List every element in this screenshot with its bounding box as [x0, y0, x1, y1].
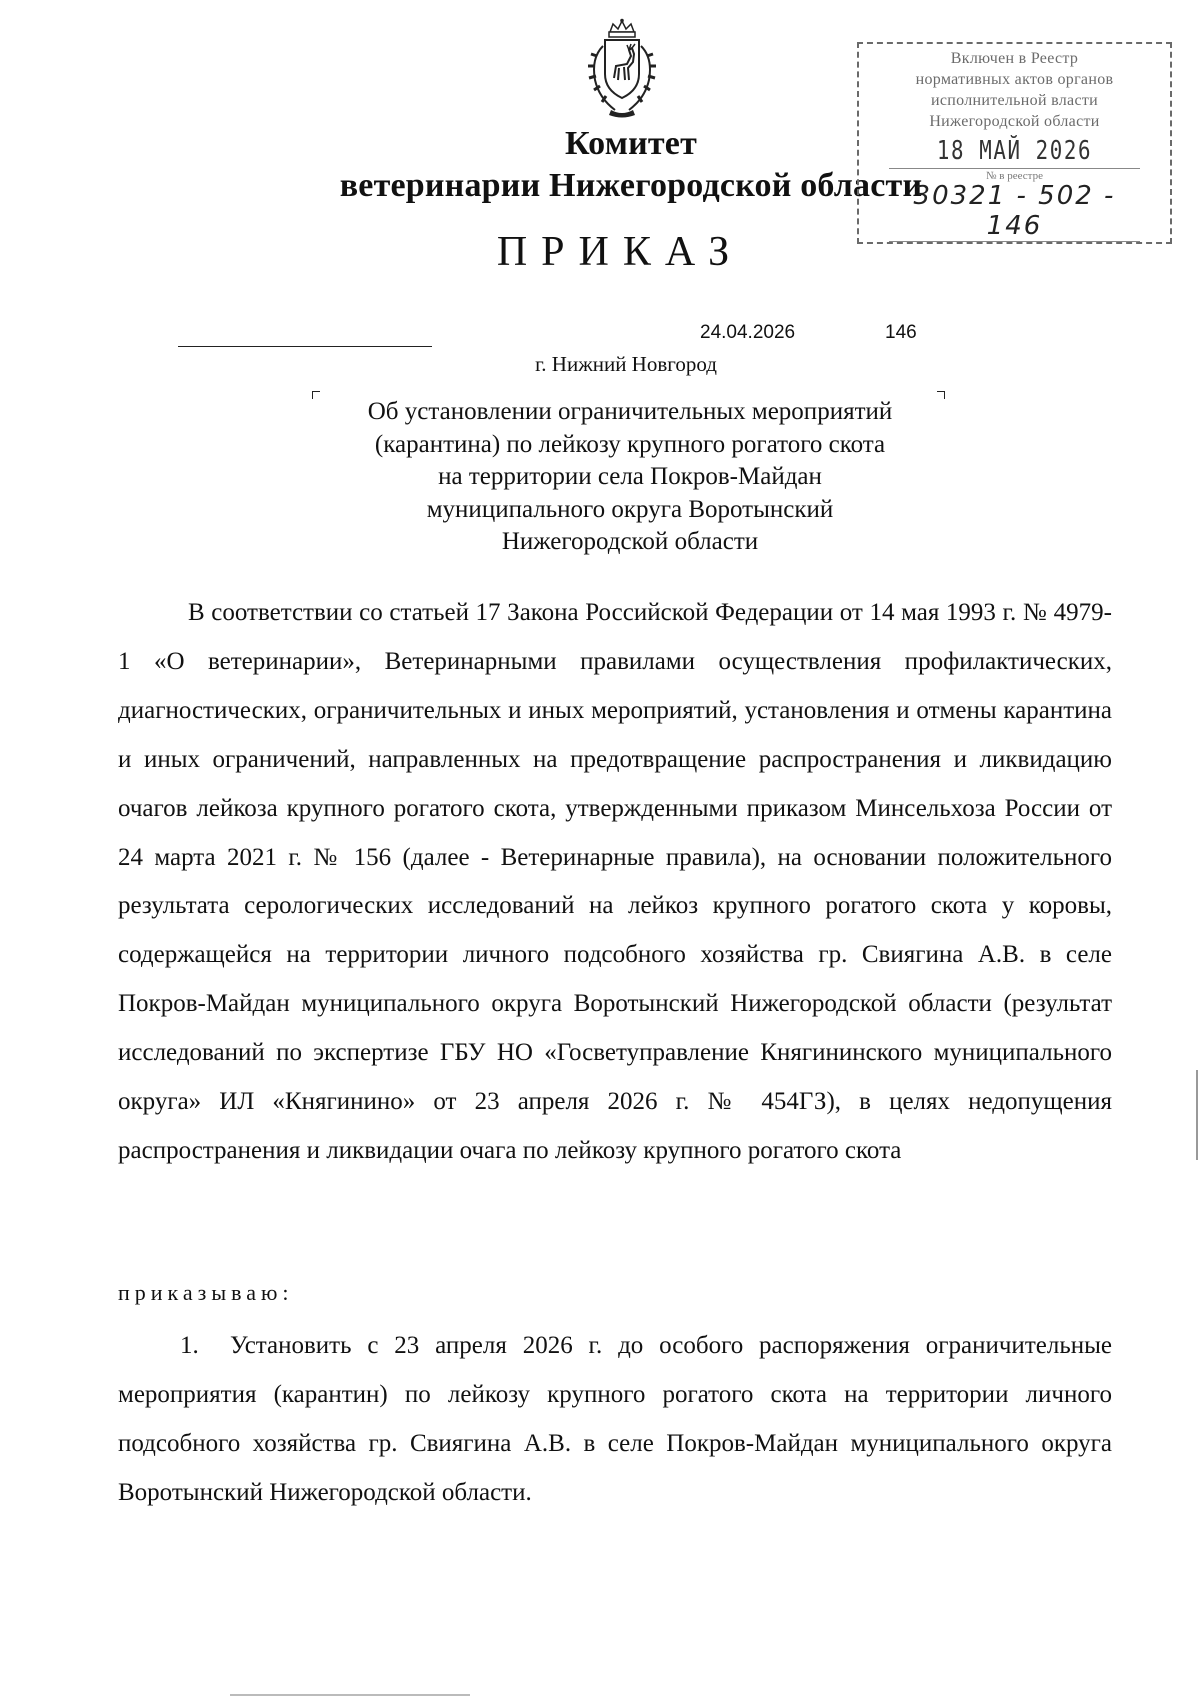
stamp-text-line3: исполнительной власти — [930, 92, 1098, 109]
document-date: 24.04.2026 — [700, 322, 796, 343]
subject-line: Нижегородской области — [501, 528, 759, 555]
coat-of-arms-icon — [583, 18, 661, 120]
stamp-registry-number: 30321 - 502 - 146 — [889, 181, 1140, 242]
document-subject — [300, 396, 960, 559]
subject-line: муниципального округа Воротынский — [426, 495, 834, 523]
order-item — [118, 1322, 1112, 1518]
subject-line: (карантина) по лейкозу крупного рогатого скота — [374, 430, 886, 458]
stamp-registry-label: № в реестре — [889, 168, 1140, 183]
scan-artifact — [1196, 1070, 1198, 1160]
stamp-text-line2: нормативных актов органов — [915, 71, 1114, 88]
document-type-title: ПРИКАЗ — [496, 229, 744, 275]
stamp-date: 18 МАЙ 2026 — [936, 136, 1093, 166]
document-number: 146 — [885, 322, 917, 343]
subject-line: Об установлении ограничительных мероприятий — [367, 398, 893, 425]
order-word: приказываю: — [118, 1280, 294, 1305]
stamp-text-line4: Нижегородской области — [929, 113, 1100, 130]
document-city: г. Нижний Новгород — [535, 352, 717, 376]
preamble-paragraph: В соответствии со статьей 17 Закона Российской Федерации от 14 мая 1993 г. № 4979-1 «О ветеринарии», Ветеринарными правилами осуществления профилактических, диагностических, ограничительных и иных мероприятий, установления и отмены карантина и иных ограничений, направленных на предотвращение распространения и ликвидацию очагов лейкоза крупного рогатого скота, утвержденными приказом Минсельхоза России от 24 марта 2021 г. № 156 (далее - Ветеринарные правила), на основании положительного результата серологических исследований на лейкоз крупного рогатого скота у коровы, содержащейся на территории личного подсобного хозяйства гр. Свиягина А.В. в селе Покров-Майдан муниципального округа Воротынский Нижегородской области (результат исследований по экспертизе ГБУ НО «Госветуправление Княгининского муниципального округа» ИЛ «Княгинино» от 23 апреля 2026 г. № 454ГЗ), в целях недопущения распространения и ликвидации очага по лейкозу крупного рогатого скота — [118, 599, 1112, 1164]
org-title-line2: ветеринарии Нижегородской области — [339, 167, 923, 204]
stamp-text-line1: Включен в Реестр — [950, 50, 1079, 67]
signature-underline — [178, 346, 432, 347]
scan-artifact — [230, 1694, 470, 1696]
subject-line: на территории села Покров-Майдан — [438, 463, 822, 490]
registry-stamp — [857, 42, 1172, 244]
order-item-text: Установить с 23 апреля 2026 г. до особого распоряжения ограничительные мероприятия (карантин) по лейкозу крупного рогатого скота на территории личного подсобного хозяйства гр. Свиягина А.В. в селе Покров-Майдан муниципального округа Воротынский Нижегородской области. — [118, 1332, 1112, 1506]
order-item-number: 1. — [180, 1332, 199, 1359]
org-title-line1: Комитет — [565, 125, 697, 162]
